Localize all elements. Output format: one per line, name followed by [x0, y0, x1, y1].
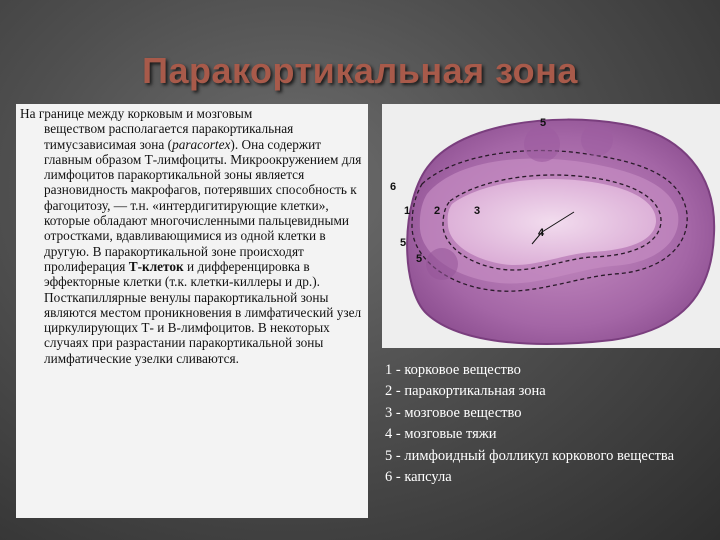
- label-5-left-b: 5: [416, 253, 423, 265]
- body-text-part-c: и дифференцировка в эффекторные клетки (т.к. клетки-киллеры и др.). Посткапиллярные венулы паракортикальной зоны являются местом проникновения в лимфатический узел циркулирующих Т- и В-лимфоцитов. В некоторых случаях при разрастании паракортикальной зоны лимфатические узелки сливаются.: [44, 258, 362, 366]
- t-cells-term: Т-клеток: [128, 258, 184, 274]
- lymph-node-micrograph: [382, 104, 720, 348]
- legend-item: 2 - паракортикальная зона: [385, 383, 546, 400]
- label-1: 1: [404, 205, 411, 217]
- body-paragraph: [20, 121, 366, 366]
- legend-item: 6 - капсула: [385, 469, 452, 486]
- label-4: 4: [538, 227, 545, 239]
- label-3: 3: [474, 205, 481, 217]
- legend-list: [385, 360, 715, 488]
- body-first-line: На границе между корковым и мозговым: [20, 106, 253, 121]
- legend-item: 5 - лимфоидный фолликул коркового вещества: [385, 447, 675, 464]
- body-text-part-b: ). Она содержит главным образом Т-лимфоциты. Микроокружением для лимфоцитов паракортикальной зоны является разновидность макрофагов, потерявших способность к фагоцитозу, — т.н. «интердигитирующие клетки», которые обладают многочисленными пальцевидными отростками, вдавливающимися из одной клетки в другую. В паракортикальной зоне происходят пролиферация: [44, 136, 362, 274]
- legend-item: 1 - корковое вещество: [385, 362, 521, 378]
- slide-title: Паракортикальная зона: [142, 50, 578, 91]
- legend-item: 4 - мозговые тяжи: [385, 426, 497, 443]
- paracortex-term: paracortex: [172, 136, 231, 152]
- label-6: 6: [390, 181, 397, 193]
- body-text-part-a: веществом располагается паракортикальная тимусзависимая зона (: [44, 121, 294, 152]
- micrograph-svg: [382, 104, 720, 348]
- label-2: 2: [434, 205, 441, 217]
- label-5-left-a: 5: [400, 237, 407, 249]
- legend-item: 3 - мозговое вещество: [385, 404, 522, 421]
- body-text: [20, 106, 366, 366]
- label-5-top: 5: [540, 117, 547, 129]
